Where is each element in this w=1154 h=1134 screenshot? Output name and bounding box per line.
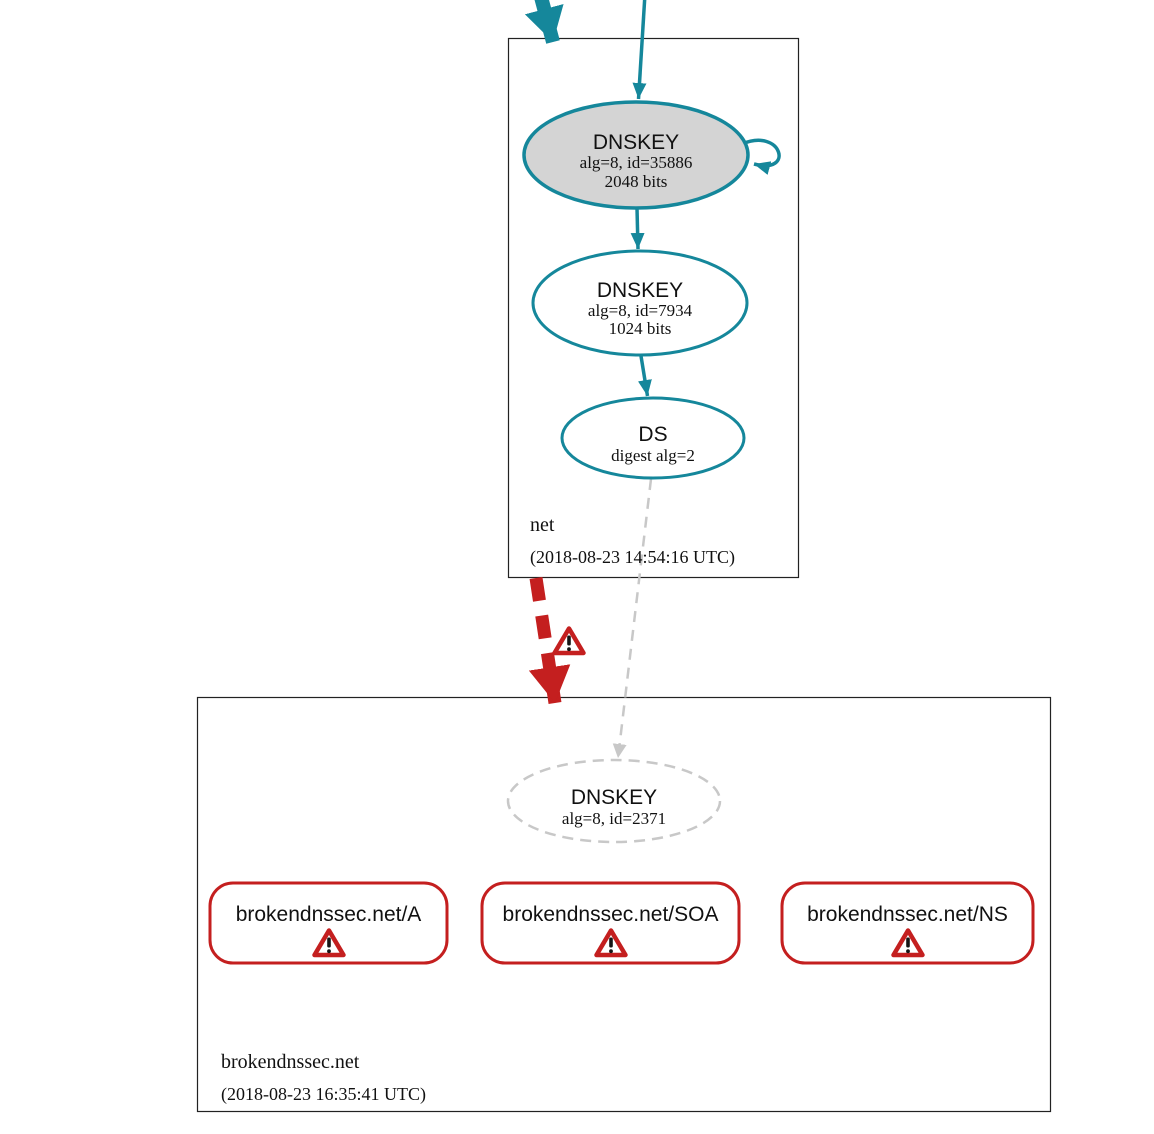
node-dnskey-7934[interactable] [533, 251, 747, 355]
rrset-label: brokendnssec.net/NS [807, 903, 1008, 926]
node-detail: alg=8, id=2371 [561, 809, 667, 828]
edge-ksk-to-zsk [637, 208, 638, 249]
rrset-brokendnssec-net-soa[interactable] [482, 883, 739, 963]
node-size: 1024 bits [608, 319, 672, 338]
node-ds[interactable] [562, 398, 744, 478]
zone-label-net: net [530, 514, 555, 536]
node-size: 2048 bits [604, 172, 668, 191]
zone-label-brokendnssec-net: brokendnssec.net [221, 1051, 360, 1073]
node-title: DNSKEY [570, 786, 658, 809]
rrset-label: brokendnssec.net/SOA [502, 903, 719, 926]
rrset-brokendnssec-net-a[interactable] [210, 883, 447, 963]
edge-net-to-brokendnssec-bogus [536, 578, 555, 703]
node-title: DNSKEY [596, 279, 684, 302]
zone-timestamp-brokendnssec-net: (2018-08-23 16:35:41 UTC) [221, 1084, 426, 1104]
node-detail: digest alg=2 [611, 446, 695, 465]
warning-icon [555, 629, 584, 654]
node-title: DNSKEY [592, 131, 680, 154]
zone-timestamp-net: (2018-08-23 14:54:16 UTC) [530, 547, 735, 567]
node-title: DS [638, 423, 668, 446]
node-detail: alg=8, id=7934 [587, 301, 693, 320]
rrset-label: brokendnssec.net/A [235, 903, 422, 926]
node-dnskey-2371[interactable] [508, 760, 720, 842]
rrset-brokendnssec-net-ns[interactable] [782, 883, 1033, 963]
node-detail: alg=8, id=35886 [579, 153, 693, 172]
edge-parent-to-net-zone [537, 0, 553, 42]
node-dnskey-35886[interactable] [524, 102, 748, 208]
